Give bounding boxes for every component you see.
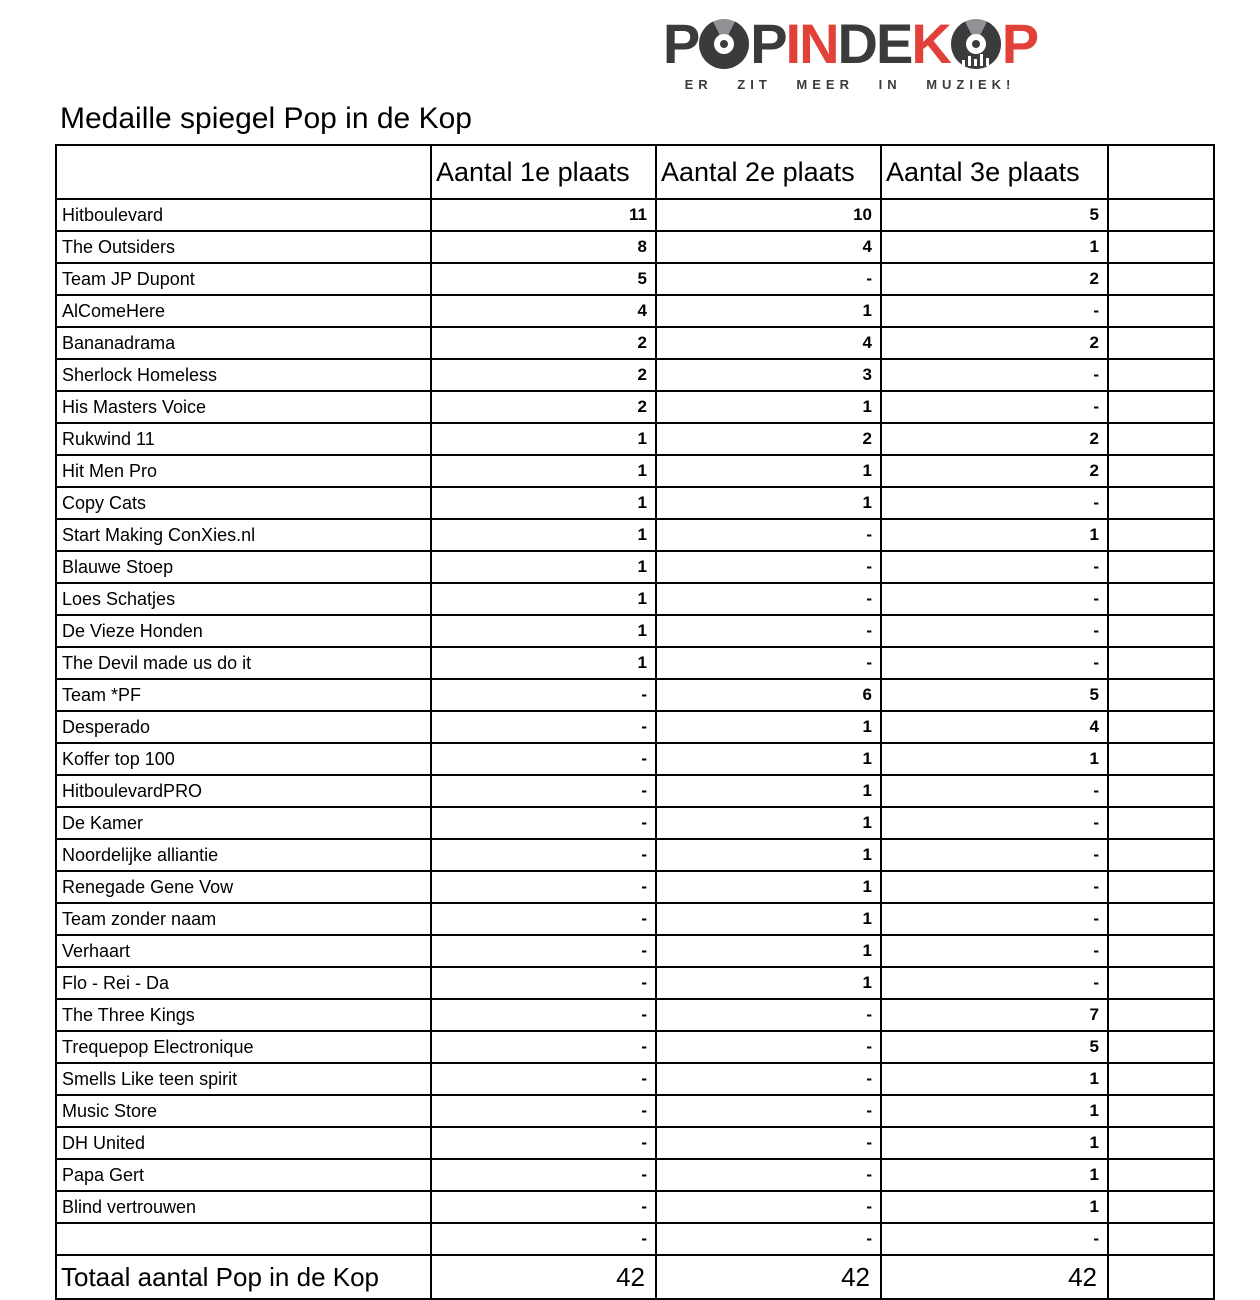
team-name: Desperado (56, 711, 431, 743)
table-row (56, 199, 1214, 231)
second-place-count: 1 (656, 455, 881, 487)
team-name: Blind vertrouwen (56, 1191, 431, 1223)
header-second-place: Aantal 2e plaats (656, 145, 881, 199)
popindekop-logo (650, 14, 1050, 92)
second-place-count: 1 (656, 487, 881, 519)
first-place-count: - (431, 1127, 656, 1159)
logo-letter: DE (837, 12, 912, 75)
team-name: Music Store (56, 1095, 431, 1127)
table-row (56, 1223, 1214, 1255)
team-name: Team zonder naam (56, 903, 431, 935)
empty-cell (1108, 327, 1214, 359)
empty-cell (1108, 423, 1214, 455)
logo-tagline: ER ZIT MEER IN MUZIEK! (684, 77, 1016, 92)
third-place-count: - (881, 935, 1108, 967)
third-place-count: 1 (881, 231, 1108, 263)
empty-cell (1108, 231, 1214, 263)
team-name: Trequepop Electronique (56, 1031, 431, 1063)
second-place-count: - (656, 999, 881, 1031)
third-place-count: 1 (881, 1159, 1108, 1191)
page-title: Medaille spiegel Pop in de Kop (60, 102, 472, 135)
first-place-count: 1 (431, 519, 656, 551)
second-place-count: 1 (656, 871, 881, 903)
empty-cell (1108, 1063, 1214, 1095)
table-row (56, 807, 1214, 839)
team-name: Blauwe Stoep (56, 551, 431, 583)
third-place-count: 1 (881, 1095, 1108, 1127)
second-place-count: - (656, 583, 881, 615)
first-place-count: 2 (431, 359, 656, 391)
second-place-count: 3 (656, 359, 881, 391)
empty-cell (1108, 935, 1214, 967)
third-place-count: - (881, 615, 1108, 647)
team-name: Bananadrama (56, 327, 431, 359)
team-name: Copy Cats (56, 487, 431, 519)
third-place-count: 1 (881, 743, 1108, 775)
table-row (56, 263, 1214, 295)
table-row (56, 295, 1214, 327)
second-place-count: 1 (656, 391, 881, 423)
empty-cell (1108, 775, 1214, 807)
total-first-place: 42 (431, 1255, 656, 1299)
table-row (56, 1191, 1214, 1223)
empty-cell (1108, 1159, 1214, 1191)
team-name: Renegade Gene Vow (56, 871, 431, 903)
team-name: Start Making ConXies.nl (56, 519, 431, 551)
third-place-count: 1 (881, 1127, 1108, 1159)
team-name: Sherlock Homeless (56, 359, 431, 391)
empty-cell (1108, 359, 1214, 391)
table-row (56, 583, 1214, 615)
first-place-count: - (431, 903, 656, 935)
third-place-count: 7 (881, 999, 1108, 1031)
second-place-count: 1 (656, 903, 881, 935)
empty-cell (1108, 391, 1214, 423)
table-row (56, 1095, 1214, 1127)
header-team-column (56, 145, 431, 199)
team-name: HitboulevardPRO (56, 775, 431, 807)
first-place-count: - (431, 679, 656, 711)
table-row (56, 903, 1214, 935)
second-place-count: - (656, 1159, 881, 1191)
third-place-count: - (881, 871, 1108, 903)
second-place-count: 6 (656, 679, 881, 711)
first-place-count: - (431, 807, 656, 839)
header-first-place: Aantal 1e plaats (431, 145, 656, 199)
total-third-place: 42 (881, 1255, 1108, 1299)
second-place-count: 1 (656, 807, 881, 839)
vinyl-record-icon (699, 19, 749, 69)
empty-cell (1108, 1223, 1214, 1255)
team-name: De Vieze Honden (56, 615, 431, 647)
table-row (56, 519, 1214, 551)
second-place-count: - (656, 615, 881, 647)
second-place-count: - (656, 1223, 881, 1255)
second-place-count: 1 (656, 935, 881, 967)
total-empty-cell (1108, 1255, 1214, 1299)
third-place-count: - (881, 295, 1108, 327)
third-place-count: - (881, 647, 1108, 679)
third-place-count: 2 (881, 263, 1108, 295)
empty-cell (1108, 295, 1214, 327)
first-place-count: 1 (431, 647, 656, 679)
third-place-count: - (881, 967, 1108, 999)
team-name: Loes Schatjes (56, 583, 431, 615)
third-place-count: 5 (881, 1031, 1108, 1063)
empty-cell (1108, 871, 1214, 903)
first-place-count: 1 (431, 423, 656, 455)
empty-cell (1108, 743, 1214, 775)
third-place-count: 2 (881, 327, 1108, 359)
total-label: Totaal aantal Pop in de Kop (56, 1255, 431, 1299)
second-place-count: - (656, 1095, 881, 1127)
empty-cell (1108, 263, 1214, 295)
third-place-count: 1 (881, 1191, 1108, 1223)
first-place-count: 1 (431, 455, 656, 487)
empty-cell (1108, 903, 1214, 935)
table-row (56, 391, 1214, 423)
empty-cell (1108, 807, 1214, 839)
team-name: Flo - Rei - Da (56, 967, 431, 999)
empty-cell (1108, 519, 1214, 551)
first-place-count: - (431, 1191, 656, 1223)
table-row (56, 967, 1214, 999)
second-place-count: 4 (656, 231, 881, 263)
empty-cell (1108, 487, 1214, 519)
team-name: De Kamer (56, 807, 431, 839)
third-place-count: 2 (881, 423, 1108, 455)
empty-cell (1108, 199, 1214, 231)
second-place-count: - (656, 1063, 881, 1095)
first-place-count: 8 (431, 231, 656, 263)
team-name: DH United (56, 1127, 431, 1159)
table-row (56, 871, 1214, 903)
team-name: Koffer top 100 (56, 743, 431, 775)
third-place-count: 2 (881, 455, 1108, 487)
first-place-count: 2 (431, 327, 656, 359)
first-place-count: - (431, 1031, 656, 1063)
table-row (56, 455, 1214, 487)
third-place-count: 5 (881, 199, 1108, 231)
logo-letter: IN (785, 12, 838, 75)
empty-cell (1108, 455, 1214, 487)
header-third-place: Aantal 3e plaats (881, 145, 1108, 199)
team-name: The Three Kings (56, 999, 431, 1031)
third-place-count: - (881, 1223, 1108, 1255)
team-name: Hitboulevard (56, 199, 431, 231)
table-row (56, 647, 1214, 679)
team-name: Rukwind 11 (56, 423, 431, 455)
first-place-count: - (431, 935, 656, 967)
team-name: Team *PF (56, 679, 431, 711)
table-row (56, 423, 1214, 455)
second-place-count: 1 (656, 839, 881, 871)
empty-cell (1108, 679, 1214, 711)
header-row (56, 145, 1214, 199)
second-place-count: - (656, 519, 881, 551)
empty-cell (1108, 711, 1214, 743)
team-name: The Outsiders (56, 231, 431, 263)
empty-cell (1108, 615, 1214, 647)
third-place-count: - (881, 391, 1108, 423)
second-place-count: 4 (656, 327, 881, 359)
third-place-count: - (881, 551, 1108, 583)
first-place-count: - (431, 1159, 656, 1191)
empty-cell (1108, 839, 1214, 871)
logo-letter: P (1001, 12, 1038, 75)
team-name: Papa Gert (56, 1159, 431, 1191)
table-row (56, 1159, 1214, 1191)
vinyl-record-skyline-icon (951, 19, 1001, 69)
city-skyline (960, 52, 992, 66)
total-second-place: 42 (656, 1255, 881, 1299)
third-place-count: 1 (881, 519, 1108, 551)
second-place-count: 1 (656, 775, 881, 807)
table-row (56, 231, 1214, 263)
table-row (56, 1127, 1214, 1159)
first-place-count: - (431, 839, 656, 871)
first-place-count: - (431, 775, 656, 807)
team-name: AlComeHere (56, 295, 431, 327)
second-place-count: 1 (656, 711, 881, 743)
table-row (56, 1063, 1214, 1095)
table-row (56, 327, 1214, 359)
logo-letter: P (662, 12, 699, 75)
first-place-count: - (431, 711, 656, 743)
table-row (56, 679, 1214, 711)
table-row (56, 1031, 1214, 1063)
first-place-count: - (431, 967, 656, 999)
second-place-count: 1 (656, 743, 881, 775)
third-place-count: - (881, 583, 1108, 615)
first-place-count: - (431, 999, 656, 1031)
third-place-count: - (881, 807, 1108, 839)
empty-cell (1108, 647, 1214, 679)
third-place-count: 4 (881, 711, 1108, 743)
team-name: Hit Men Pro (56, 455, 431, 487)
first-place-count: 1 (431, 615, 656, 647)
header-empty-column (1108, 145, 1214, 199)
table-row (56, 935, 1214, 967)
team-name: Noordelijke alliantie (56, 839, 431, 871)
team-name: Verhaart (56, 935, 431, 967)
second-place-count: - (656, 1127, 881, 1159)
third-place-count: - (881, 903, 1108, 935)
logo-letter: K (911, 12, 950, 75)
first-place-count: - (431, 743, 656, 775)
third-place-count: - (881, 359, 1108, 391)
first-place-count: 1 (431, 551, 656, 583)
table-row (56, 839, 1214, 871)
medal-table (55, 144, 1215, 1300)
second-place-count: 1 (656, 295, 881, 327)
empty-cell (1108, 1191, 1214, 1223)
first-place-count: 4 (431, 295, 656, 327)
first-place-count: 5 (431, 263, 656, 295)
first-place-count: 1 (431, 583, 656, 615)
empty-cell (1108, 551, 1214, 583)
team-name: The Devil made us do it (56, 647, 431, 679)
third-place-count: - (881, 487, 1108, 519)
logo-wordmark (650, 14, 1050, 74)
second-place-count: 1 (656, 967, 881, 999)
second-place-count: 2 (656, 423, 881, 455)
third-place-count: - (881, 775, 1108, 807)
team-name: Smells Like teen spirit (56, 1063, 431, 1095)
second-place-count: - (656, 1031, 881, 1063)
logo-letter: P (750, 12, 786, 75)
empty-cell (1108, 999, 1214, 1031)
team-name: His Masters Voice (56, 391, 431, 423)
second-place-count: - (656, 1191, 881, 1223)
first-place-count: 11 (431, 199, 656, 231)
first-place-count: - (431, 1223, 656, 1255)
total-row (56, 1255, 1214, 1299)
table-row (56, 551, 1214, 583)
empty-cell (1108, 1095, 1214, 1127)
second-place-count: - (656, 263, 881, 295)
second-place-count: - (656, 551, 881, 583)
first-place-count: 1 (431, 487, 656, 519)
third-place-count: 1 (881, 1063, 1108, 1095)
table-row (56, 487, 1214, 519)
table-row (56, 999, 1214, 1031)
table-row (56, 711, 1214, 743)
third-place-count: - (881, 839, 1108, 871)
team-name (56, 1223, 431, 1255)
table-row (56, 743, 1214, 775)
empty-cell (1108, 967, 1214, 999)
empty-cell (1108, 583, 1214, 615)
first-place-count: 2 (431, 391, 656, 423)
table-row (56, 775, 1214, 807)
empty-cell (1108, 1127, 1214, 1159)
table-row (56, 615, 1214, 647)
table-row (56, 359, 1214, 391)
third-place-count: 5 (881, 679, 1108, 711)
team-name: Team JP Dupont (56, 263, 431, 295)
first-place-count: - (431, 1063, 656, 1095)
first-place-count: - (431, 871, 656, 903)
first-place-count: - (431, 1095, 656, 1127)
second-place-count: - (656, 647, 881, 679)
second-place-count: 10 (656, 199, 881, 231)
empty-cell (1108, 1031, 1214, 1063)
